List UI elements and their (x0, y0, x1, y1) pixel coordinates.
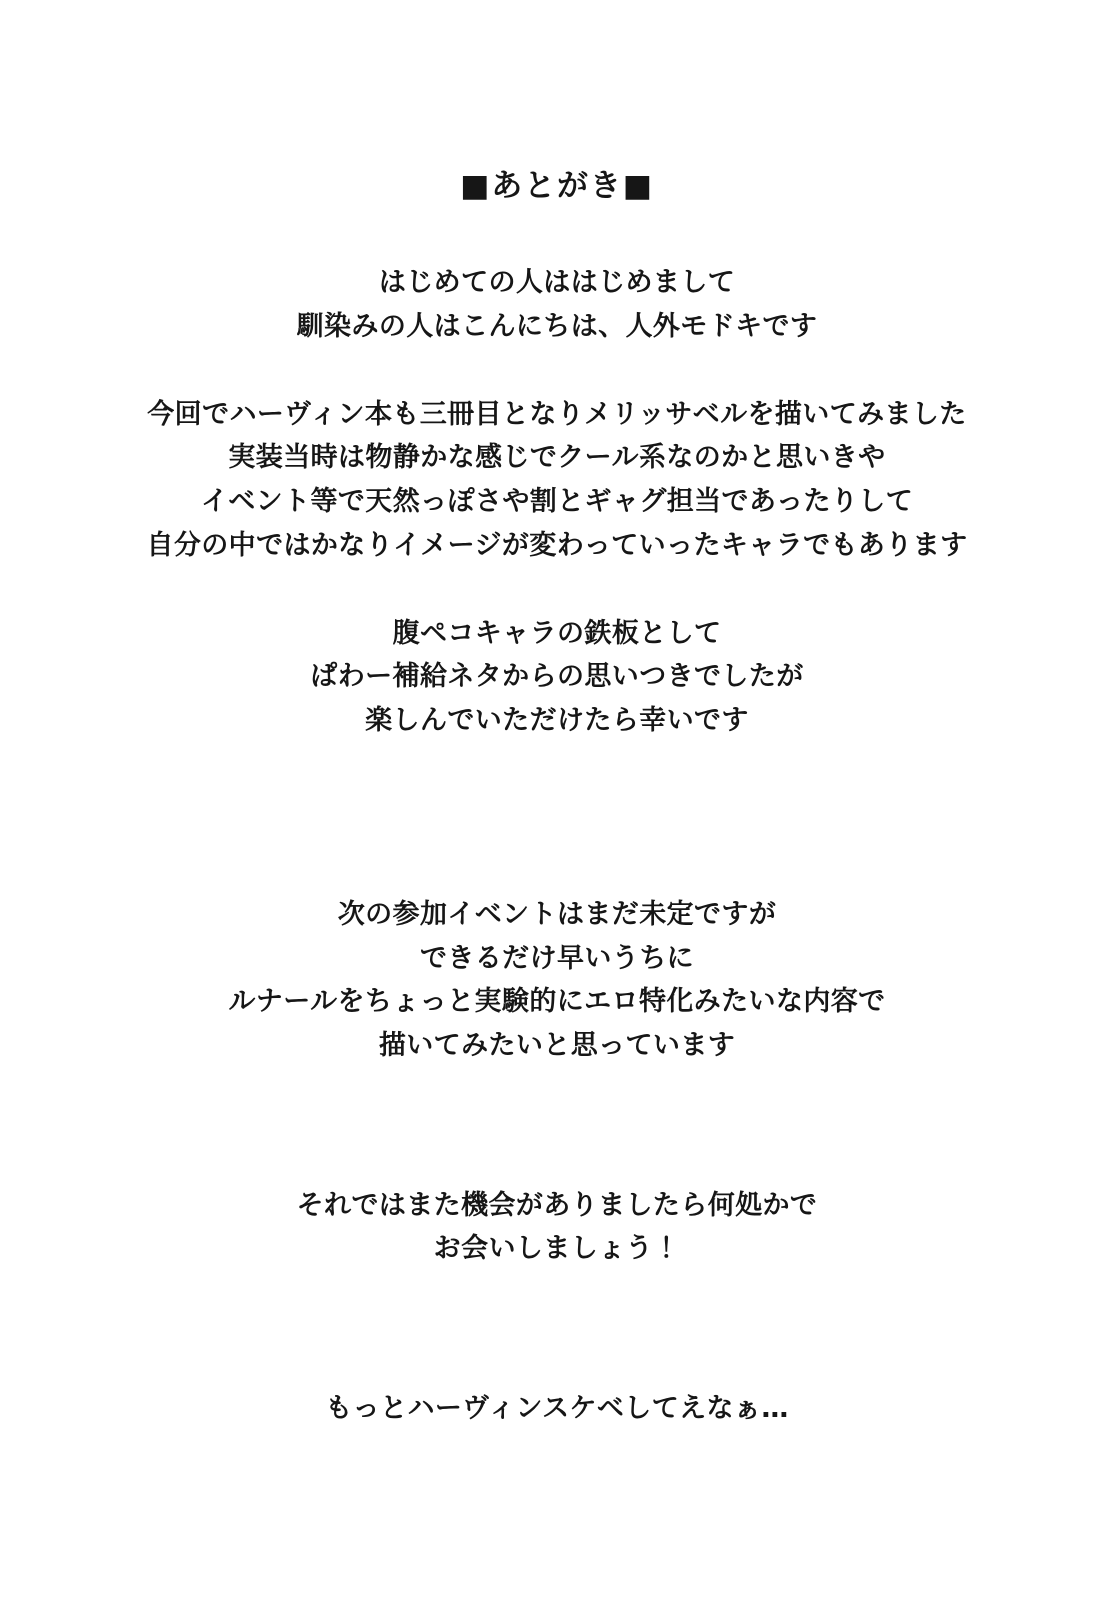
section-postscript (0, 1387, 1114, 1431)
page-title: ■あとがき■ (460, 168, 654, 204)
section-theme (0, 612, 1114, 743)
section-farewell (0, 1184, 1114, 1271)
text-line: 楽しんでいただけたら幸いです (365, 705, 749, 737)
text-line: お会いしましょう！ (433, 1233, 681, 1265)
text-line: 次の参加イベントはまだ未定ですが (337, 898, 777, 930)
text-line: できるだけ早いうちに (419, 942, 695, 974)
text-line: ぱわー補給ネタからの思いつきでしたが (310, 661, 804, 693)
text-line: 描いてみたいと思っています (378, 1030, 736, 1061)
afterword-content (0, 168, 1114, 1475)
text-line: もっとハーヴィンスケベしてえなぁ… (325, 1393, 789, 1425)
section-next-event (0, 893, 1114, 1068)
text-line: それではまた機会がありましたら何処かで (296, 1189, 818, 1221)
section-greeting (0, 261, 1114, 348)
text-line: 自分の中ではかなりイメージが変わっていったキャラでもあります (146, 529, 968, 561)
text-line: イベント等で天然っぽさや割とギャグ担当であったりして (200, 486, 914, 518)
text-line: ルナールをちょっと実験的にエロ特化みたいな内容で (228, 986, 886, 1018)
text-line: 馴染みの人はこんにちは、人外モドキです (296, 310, 818, 342)
section-about-this-book (0, 393, 1114, 568)
text-line: 今回でハーヴィン本も三冊目となりメリッサベルを描いてみました (147, 398, 967, 430)
text-line: はじめての人ははじめまして (378, 267, 736, 299)
text-line: 腹ペコキャラの鉄板として (392, 617, 722, 649)
text-line: 実装当時は物静かな感じでクール系なのかと思いきや (228, 442, 886, 474)
